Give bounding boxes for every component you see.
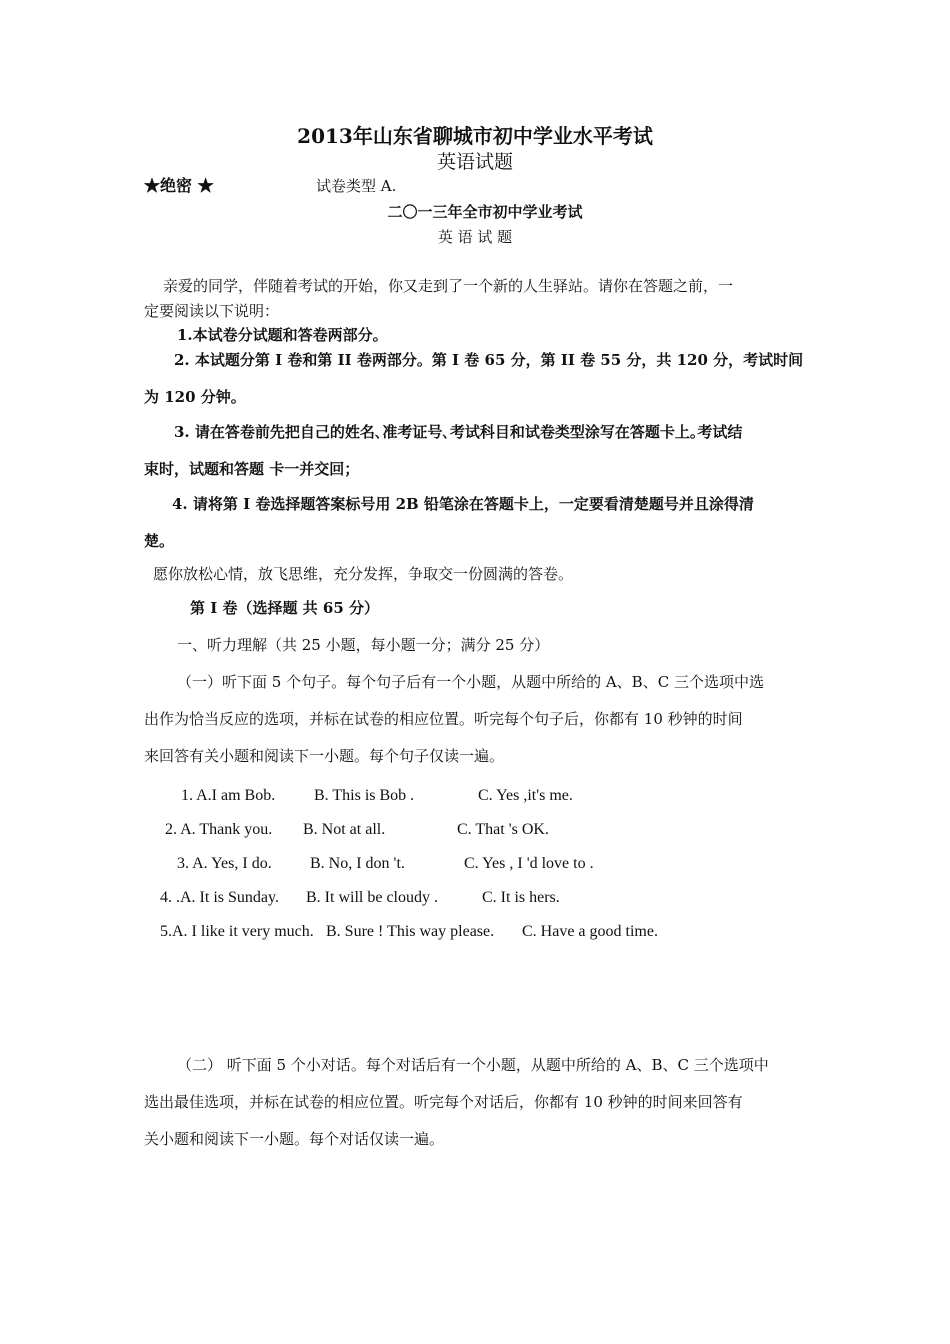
rule-2-line-2: 为 120 分钟。 xyxy=(144,388,246,406)
question-3-option-b: B. No, I don 't. xyxy=(310,855,405,872)
question-2-option-c: C. That 's OK. xyxy=(457,821,549,838)
rule-2-line-1: 2. 本试题分第 I 卷和第 II 卷两部分。第 I 卷 65 分，第 II 卷 55 分，共 120 分，考试时间 xyxy=(174,351,804,369)
intro-wish: 愿你放松心情，放飞思维，充分发挥，争取交一份圆满的答卷。 xyxy=(153,565,574,583)
question-5-option-c: C. Have a good time. xyxy=(522,923,658,940)
question-5-option-b: B. Sure ! This way please. xyxy=(326,923,495,940)
secret-mark: ★绝密 ★ xyxy=(144,176,214,195)
rule-3-line-2: 束时，试题和答题 卡一并交回； xyxy=(144,460,360,478)
subsection-2-line-2: 选出最佳选项，并标在试卷的相应位置。听完每个对话后，你都有 10 秒钟的时间来回答有 xyxy=(144,1093,743,1111)
subsection-1-line-1: （一）听下面 5 个句子。每个句子后有一个小题，从题中所给的 A、B、C 三个选项中选 xyxy=(177,673,764,691)
part-1-heading: 第 I 卷（选择题 共 65 分） xyxy=(190,599,380,617)
question-5-option-a: 5.A. I like it very much. xyxy=(160,923,314,940)
question-2-option-b: B. Not at all. xyxy=(303,821,386,838)
section-1-heading: 一、听力理解（共 25 小题，每小题一分；满分 25 分） xyxy=(177,636,550,654)
exam-name: 二〇一三年全市初中学业考试 xyxy=(387,203,583,221)
question-3-option-a: 3. A. Yes, I do. xyxy=(177,855,272,872)
page-subtitle: 英语试题 xyxy=(436,151,513,173)
question-4-option-a: 4. .A. It is Sunday. xyxy=(160,889,279,906)
rule-4-line-1: 4. 请将第 I 卷选择题答案标号用 2B 铅笔涂在答题卡上，一定要看清楚题号并且涂得清 xyxy=(172,495,754,513)
subsection-1-line-3: 来回答有关小题和阅读下一小题。每个句子仅读一遍。 xyxy=(144,747,505,765)
question-4-option-b: B. It will be cloudy . xyxy=(306,889,438,906)
rule-3-line-1: 3. 请在答卷前先把自己的姓名､准考证号､考试科目和试卷类型涂写在答题卡上｡考试结 xyxy=(174,423,743,441)
subsection-2-line-3: 关小题和阅读下一小题。每个对话仅读一遍。 xyxy=(144,1130,445,1148)
paper-type: 试卷类型 A. xyxy=(316,177,397,195)
exam-subject: 英 语 试 题 xyxy=(437,228,513,246)
rule-4-line-2: 楚。 xyxy=(144,532,175,550)
question-1-option-a: 1. A.I am Bob. xyxy=(181,787,276,804)
intro-line-1: 亲爱的同学，伴随着考试的开始，你又走到了一个新的人生驿站。请你在答题之前，一 xyxy=(163,277,734,295)
page-title: 2013年山东省聊城市初中学业水平考试 xyxy=(297,124,653,148)
question-1-option-b: B. This is Bob . xyxy=(314,787,415,804)
subsection-2-line-1: （二） 听下面 5 个小对话。每个对话后有一个小题，从题中所给的 A、B、C 三个选项中 xyxy=(177,1056,769,1074)
question-1-option-c: C. Yes ,it's me. xyxy=(478,787,573,804)
question-3-option-c: C. Yes , I 'd love to . xyxy=(464,855,594,872)
intro-line-2: 定要阅读以下说明： xyxy=(144,302,280,320)
subsection-1-line-2: 出作为恰当反应的选项，并标在试卷的相应位置。听完每个句子后，你都有 10 秒钟的时间 xyxy=(144,710,743,728)
question-4-option-c: C. It is hers. xyxy=(482,889,560,906)
question-2-option-a: 2. A. Thank you. xyxy=(165,821,273,838)
rule-1: 1.本试卷分试题和答卷两部分。 xyxy=(177,326,388,344)
